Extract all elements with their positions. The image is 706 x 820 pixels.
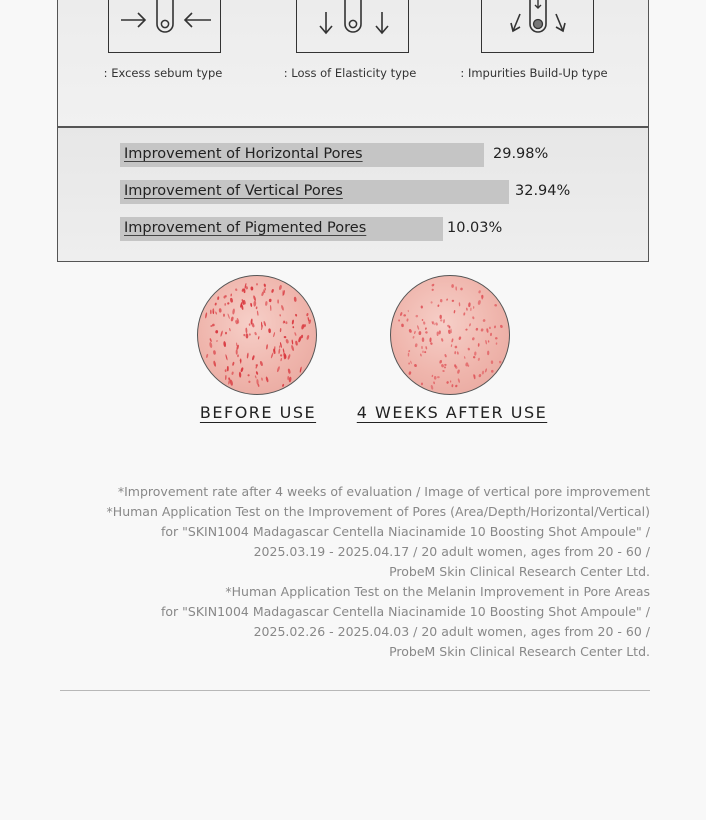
pore-dot	[465, 328, 468, 331]
pore-dot	[282, 384, 285, 387]
pore-dot	[403, 314, 406, 317]
pore-dot	[478, 357, 481, 361]
pore-dot	[431, 289, 434, 292]
pore-dot	[451, 338, 454, 342]
pore-dot	[438, 330, 441, 334]
footnote-line: ProbeM Skin Clinical Research Center Ltd.	[389, 644, 650, 659]
pore-dot	[278, 348, 280, 354]
pore-dot	[430, 385, 433, 390]
pore-dot	[225, 354, 228, 360]
pore-dot	[266, 344, 268, 349]
pore-dot	[291, 339, 293, 344]
pore-dot	[205, 312, 208, 318]
pore-dot	[430, 301, 432, 303]
pore-dot	[446, 381, 449, 384]
improvement-value: 29.98%	[493, 146, 549, 162]
pore-dot	[247, 353, 249, 359]
pore-dot	[458, 336, 461, 340]
pore-dot	[291, 345, 295, 352]
pore-dot	[417, 325, 420, 330]
pore-dot	[247, 374, 250, 377]
pore-dot	[253, 295, 257, 301]
pore-dot	[258, 336, 260, 340]
pore-dot	[263, 321, 266, 327]
pore-type-caption: : Impurities Build-Up type	[460, 66, 608, 80]
pore-dot	[285, 321, 287, 324]
pore-dot	[294, 332, 297, 336]
pore-dot	[210, 310, 212, 315]
pore-dot	[434, 376, 437, 380]
pore-dot	[444, 364, 447, 366]
pore-dot	[408, 353, 410, 357]
pore-dot	[215, 311, 217, 314]
pore-dot	[209, 342, 213, 348]
pore-dot	[487, 351, 489, 356]
pore-dot	[239, 372, 242, 378]
footnotes	[30, 482, 650, 662]
pore-dot	[451, 299, 454, 302]
pore-dot	[239, 359, 241, 362]
pore-dot	[489, 327, 491, 330]
pore-dot	[488, 340, 490, 343]
pore-type-caption: : Excess sebum type	[103, 66, 223, 80]
pore-dot	[230, 298, 234, 303]
pore-dot	[252, 355, 255, 361]
pore-dot	[268, 328, 271, 333]
pore-dot	[265, 376, 269, 382]
pore-dot	[245, 328, 247, 334]
pore-dot	[257, 311, 259, 316]
pore-dot	[457, 351, 459, 355]
pore-dot	[440, 299, 443, 302]
pore-dot	[425, 346, 427, 350]
pore-dot	[225, 375, 227, 380]
pore-dot	[414, 331, 416, 334]
pore-dot	[491, 370, 494, 373]
pore-dot	[437, 376, 440, 378]
improvement-value: 10.03%	[447, 220, 503, 236]
pore-dot	[283, 352, 287, 359]
pore-dot	[412, 336, 415, 339]
pore-dot	[480, 328, 483, 332]
pore-dot	[271, 289, 274, 293]
pore-dot	[273, 332, 276, 337]
pore-dot	[441, 364, 445, 368]
pore-dot	[401, 324, 404, 328]
pore-dot	[482, 370, 485, 374]
pore-dot	[418, 331, 421, 335]
pore-dot	[451, 344, 453, 347]
pore-dot	[500, 324, 503, 328]
pore-dot	[225, 332, 227, 335]
pore-dot	[279, 345, 281, 348]
impurity-pore-icon	[481, 0, 594, 53]
pore-dot	[415, 315, 418, 318]
pore-dot	[443, 319, 446, 323]
pore-dot	[485, 368, 487, 372]
pore-dot	[433, 381, 436, 384]
pore-dot	[287, 368, 291, 374]
pore-dot	[408, 350, 410, 353]
pore-dot	[217, 296, 220, 300]
pore-dot	[225, 369, 227, 372]
pore-dot	[398, 319, 400, 322]
pore-dot	[231, 371, 234, 375]
pore-dot	[261, 325, 264, 330]
pore-dot	[467, 348, 470, 351]
pore-dot	[499, 361, 502, 364]
pore-dot	[486, 328, 489, 333]
pore-dot	[494, 304, 497, 307]
pore-dot	[472, 316, 475, 319]
pore-dot	[444, 366, 446, 368]
pore-dot	[295, 341, 298, 346]
pore-dot	[475, 328, 478, 331]
pore-dot	[472, 337, 475, 341]
pore-dot	[243, 334, 245, 337]
pore-dot	[227, 302, 230, 305]
pore-dot	[254, 332, 257, 336]
pore-dot	[213, 360, 217, 367]
pore-dot	[306, 335, 309, 340]
footnote-line: 2025.02.26 - 2025.04.03 / 20 adult women, ages from 20 - 60 /	[253, 624, 650, 639]
pore-dot	[250, 303, 252, 307]
pore-dot	[235, 288, 238, 291]
pore-dot	[478, 290, 481, 294]
pore-dot	[425, 331, 428, 334]
pore-dot	[470, 307, 471, 311]
improvement-value: 32.94%	[515, 183, 571, 199]
improvement-results-panel	[57, 127, 649, 262]
pore-dot	[423, 321, 426, 325]
pore-dot	[460, 287, 463, 290]
pore-dot	[451, 384, 453, 387]
downward-arrows-pore-icon	[296, 0, 409, 53]
pore-dot	[230, 316, 234, 321]
pore-dot	[216, 340, 218, 342]
pore-dot	[259, 361, 263, 367]
pore-dot	[292, 326, 294, 328]
pore-dot	[253, 300, 256, 306]
pore-dot	[248, 380, 250, 383]
pore-dot	[227, 313, 230, 319]
pore-dot	[429, 337, 431, 342]
pore-dot	[237, 354, 239, 357]
footnote-line: for "SKIN1004 Madagascar Centella Niacinamide 10 Boosting Shot Ampoule" /	[160, 524, 650, 539]
pore-dot	[496, 342, 498, 345]
pore-dot	[483, 319, 486, 322]
pore-dot	[232, 362, 235, 366]
pore-dot	[232, 308, 235, 314]
pore-dot	[256, 306, 258, 309]
pore-dot	[473, 356, 476, 359]
footnote-line: for "SKIN1004 Madagascar Centella Niacinamide 10 Boosting Shot Ampoule" /	[160, 604, 650, 619]
pore-dot	[485, 340, 487, 345]
pore-dot	[281, 305, 285, 311]
pore-dot	[430, 342, 433, 345]
pore-dot	[206, 354, 209, 359]
pore-dot	[219, 308, 222, 313]
pore-dot	[415, 343, 418, 347]
pore-dot	[494, 325, 497, 328]
pore-dot	[215, 330, 218, 334]
pore-dot	[455, 286, 457, 290]
pore-dot	[408, 371, 411, 375]
section-divider	[60, 690, 650, 691]
pore-dot	[478, 343, 480, 347]
pore-dot	[236, 349, 238, 354]
pore-dot	[230, 293, 232, 296]
pore-dot	[255, 375, 257, 379]
pore-dot	[400, 312, 403, 316]
pore-dot	[245, 333, 248, 338]
pore-dot	[220, 330, 223, 336]
pore-dot	[451, 284, 454, 288]
horizontal-arrows-pore-icon	[108, 0, 221, 53]
pore-dot	[431, 375, 433, 378]
pore-dot	[406, 318, 409, 322]
pore-dot	[422, 351, 424, 354]
pore-dot	[240, 367, 244, 372]
pore-dot	[269, 299, 272, 303]
pore-dot	[440, 319, 443, 322]
pore-dot	[477, 300, 481, 305]
pore-dot	[422, 319, 424, 321]
pore-dot	[442, 370, 445, 372]
pore-dot	[263, 283, 266, 287]
footnote-line: *Human Application Test on the Melanin Improvement in Pore Areas	[225, 584, 650, 599]
pore-dot	[457, 378, 460, 383]
pore-dot	[277, 299, 278, 303]
pore-type-caption: : Loss of Elasticity type	[283, 66, 417, 80]
footnote-line: *Improvement rate after 4 weeks of evaluation / Image of vertical pore improvement	[117, 484, 650, 499]
pore-dot	[287, 354, 291, 360]
footnote-line: *Human Application Test on the Improvement of Pores (Area/Depth/Horizontal/Vertical)	[106, 504, 650, 519]
pore-dot	[437, 332, 439, 337]
pore-dot	[425, 327, 427, 330]
pore-dot	[453, 310, 455, 314]
pore-dot	[214, 302, 217, 305]
pore-dot	[280, 328, 282, 332]
pore-dot	[455, 384, 458, 387]
pore-dot	[249, 323, 251, 326]
pore-dot	[454, 345, 457, 348]
pore-dot	[282, 348, 284, 353]
pore-dot	[421, 346, 423, 349]
pore-dot	[408, 362, 410, 365]
pore-dot	[459, 302, 461, 306]
improvement-label: Improvement of Pigmented Pores	[124, 220, 367, 236]
pore-dot	[478, 374, 481, 378]
pore-dot	[437, 304, 440, 307]
pore-dot	[279, 314, 281, 317]
improvement-label: Improvement of Vertical Pores	[124, 183, 343, 199]
pore-dot	[270, 305, 272, 311]
pore-dot	[213, 350, 216, 355]
pore-dot	[224, 303, 226, 306]
pore-dot	[410, 360, 412, 364]
pore-dot	[454, 351, 456, 354]
pore-types-panel	[57, 0, 649, 127]
pore-dot	[212, 308, 214, 314]
footnote-line: 2025.03.19 - 2025.04.17 / 20 adult women, ages from 20 - 60 /	[253, 544, 650, 559]
pore-dot	[250, 286, 253, 290]
pore-dot	[421, 305, 423, 308]
pore-dot	[285, 339, 289, 344]
pore-dot	[407, 310, 409, 312]
pore-dot	[421, 383, 423, 386]
pore-dot	[223, 314, 224, 317]
before-use-label: BEFORE USE	[199, 403, 317, 422]
pore-dot	[490, 333, 492, 337]
pore-dot	[424, 351, 426, 353]
pore-dot	[495, 337, 498, 340]
footnote-line: ProbeM Skin Clinical Research Center Ltd.	[389, 564, 650, 579]
pore-dot	[473, 306, 474, 309]
pore-dot	[420, 353, 422, 356]
pore-dot	[464, 356, 466, 359]
pore-dot	[256, 371, 259, 375]
pore-dot	[474, 351, 477, 355]
pore-dot	[299, 367, 302, 373]
pore-dot	[491, 360, 494, 364]
pore-dot	[422, 337, 425, 342]
pore-dot	[414, 364, 417, 368]
pore-dot	[270, 352, 273, 358]
pore-dot	[256, 283, 258, 286]
pore-dot	[441, 338, 444, 342]
pore-dot	[227, 366, 229, 371]
pore-dot	[294, 297, 297, 302]
pore-dot	[229, 328, 231, 332]
pore-dot	[463, 312, 465, 316]
pore-dot	[469, 323, 471, 326]
pore-dot	[450, 380, 451, 382]
pore-dot	[446, 298, 448, 301]
pore-dot	[249, 333, 251, 335]
pore-dot	[278, 285, 282, 291]
pore-dot	[457, 369, 460, 374]
pore-dot	[444, 354, 447, 358]
pore-dot	[280, 358, 282, 362]
pore-dot	[223, 341, 226, 347]
pore-dot	[284, 336, 287, 338]
pore-dot	[276, 366, 280, 373]
pore-dot	[295, 314, 298, 317]
improvement-label: Improvement of Horizontal Pores	[124, 146, 363, 162]
after-use-label: 4 WEEKS AFTER USE	[356, 403, 548, 422]
pore-dot	[292, 319, 295, 324]
pore-dot	[306, 313, 309, 317]
before-skin-image	[197, 275, 317, 395]
pore-dot	[265, 301, 268, 306]
pore-dot	[261, 377, 263, 381]
pore-dot	[408, 329, 412, 334]
pore-dot	[466, 308, 468, 311]
pore-dot	[435, 322, 438, 326]
pore-dot	[209, 338, 212, 342]
after-skin-image	[390, 275, 510, 395]
pore-dot	[440, 315, 442, 319]
pore-dot	[468, 302, 471, 307]
pore-dot	[280, 354, 283, 357]
